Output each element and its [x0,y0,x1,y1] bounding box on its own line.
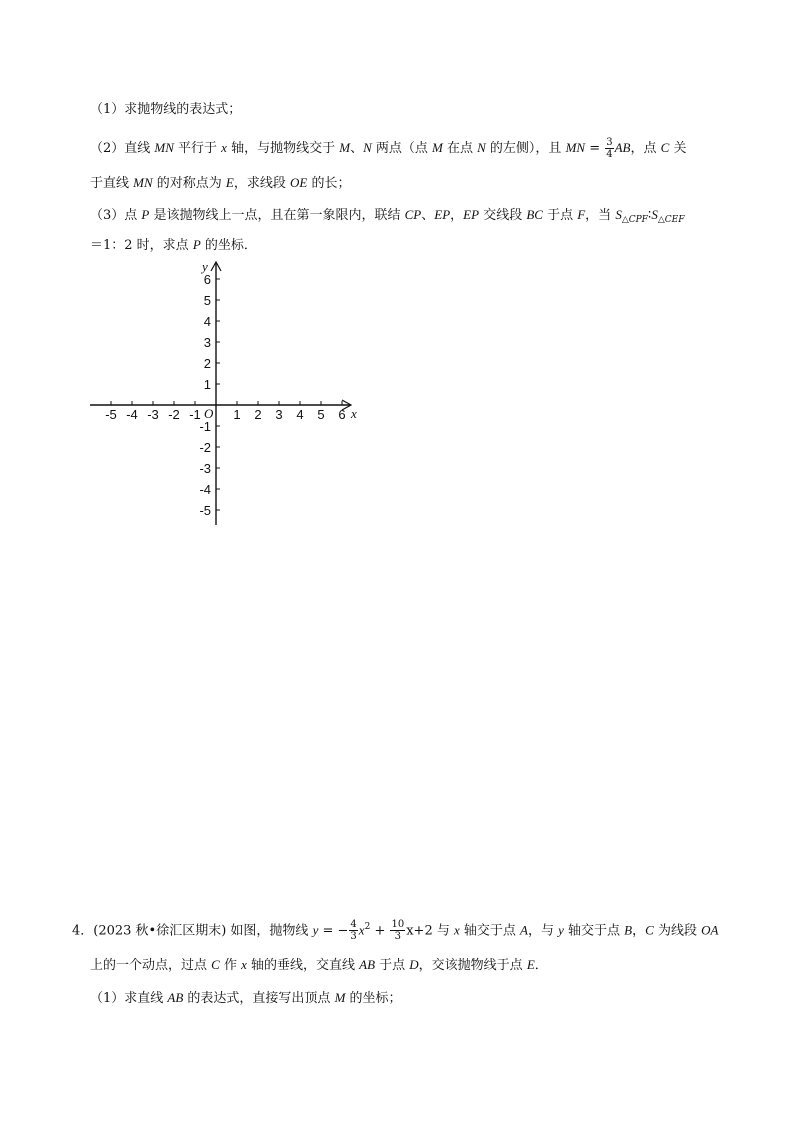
q3-part2-line2: 于直线 MN 的对称点为 E，求线段 OE 的长； [90,175,351,191]
x-tick-label: 3 [275,407,283,422]
y-tick-label: 1 [203,377,211,392]
y-tick-label: -5 [199,503,211,518]
fraction-ten-thirds: $\frac{10}{3}$ [391,919,405,943]
x-tick-label: -1 [189,407,201,422]
q4-line2: 上的一个动点，过点 C 作 x 轴的垂线，交直线 AB 于点 D，交该抛物线于点 E． [90,957,548,973]
q4-line1: 4．(2023 秋•徐汇区期末) 如图，抛物线 y = − $\frac{4}{3}$ $x^2$ + $\frac{10}{3}$ x+2 与 x 轴交于点 A，与 y 轴交于点 B，C 为线段 OA [72,919,719,943]
x-tick-label: 2 [254,407,262,422]
x-axis-label: x [351,406,357,421]
x-tick-label: 4 [296,407,304,422]
x-tick-label: -3 [147,407,159,422]
y-tick-label: 6 [203,272,211,287]
y-tick-label: 2 [203,356,211,371]
fraction-three-quarters: $\frac{3}{4}$ [606,137,613,160]
q4-part1: （1）求直线 AB 的表达式，直接写出顶点 M 的坐标； [90,990,402,1006]
y-tick-label: -3 [199,461,211,476]
x-tick-label: 6 [338,407,346,422]
y-tick-label: -1 [199,419,211,434]
x-tick-label: 5 [317,407,325,422]
q3-part1: （1）求抛物线的表达式； [90,102,242,117]
y-tick-label: 3 [203,335,211,350]
x-tick-label: -5 [105,407,117,422]
coordinate-plane [80,255,380,535]
q3-part2-line1: （2）直线 MN 平行于 x 轴，与抛物线交于 M、N 两点（点 M 在点 N 的左侧），且 MN = $\frac{3}{4}$ AB，点 C 关 [90,137,687,160]
fraction-four-thirds: $\frac{4}{3}$ [350,919,357,943]
y-tick-label: 4 [203,314,211,329]
origin-label: O [204,406,214,421]
q3-part3-line1: （3）点 P 是该抛物线上一点，且在第一象限内，联结 CP、EP，EP 交线段 BC 于点 F，当 $S_{\triangle CPF}∶S_{\triangle CEF}$ [90,207,685,225]
y-tick-label: -2 [199,440,211,455]
y-tick-label: 5 [203,293,211,308]
x-tick-label: -4 [126,407,138,422]
y-axis-label: y [202,259,208,274]
q3-part3-line2: ＝1：2 时，求点 P 的坐标． [90,237,257,253]
x-tick-label: -2 [168,407,180,422]
x-tick-label: 1 [233,407,241,422]
y-tick-label: -4 [199,482,211,497]
